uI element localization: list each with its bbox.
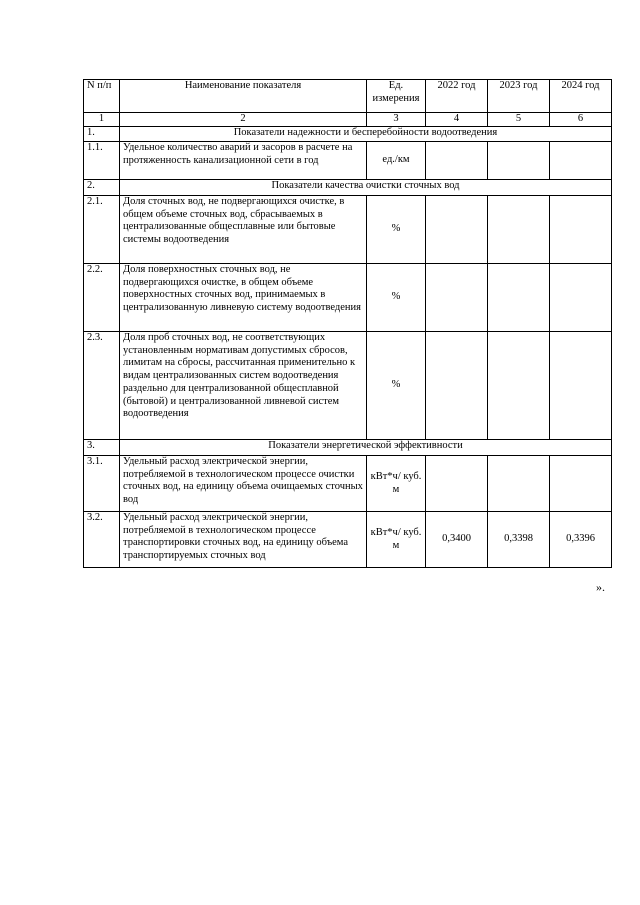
row-value-2023 (488, 332, 550, 440)
row-name: Доля поверхностных сточных вод, не подвергающихся очистке, в общем объеме поверхностных сточных вод, принимаемых в централизованную ливневую систему водоотведения (120, 264, 367, 332)
row-unit: ед./км (367, 142, 426, 180)
column-number: 6 (550, 113, 612, 127)
row-value-2022 (426, 332, 488, 440)
row-name: Доля проб сточных вод, не соответствующих установленным нормативам допустимых сбросов, лимитам на сбросы, рассчитанная применительно к видам централизованных систем водоотведения раздельно для централизованной общесплавной (бытовой) и централизованной ливневой систем водоотведения (120, 332, 367, 440)
row-unit: % (367, 196, 426, 264)
table-row (84, 264, 612, 332)
row-value-2022: 0,3400 (426, 512, 488, 568)
row-name: Удельный расход электрической энергии, потребляемой в технологическом процессе транспортировки сточных вод, на единицу объема транспортируемых сточных вод (120, 512, 367, 568)
row-value-2024: 0,3396 (550, 512, 612, 568)
row-unit: кВт*ч/ куб. м (367, 512, 426, 568)
row-value-2022 (426, 196, 488, 264)
row-num: 1.1. (84, 142, 120, 180)
header-2022: 2022 год (426, 80, 488, 113)
row-value-2022 (426, 456, 488, 512)
column-number-row (84, 113, 612, 127)
row-value-2024 (550, 264, 612, 332)
row-value-2024 (550, 332, 612, 440)
header-2023: 2023 год (488, 80, 550, 113)
row-value-2023: 0,3398 (488, 512, 550, 568)
row-value-2024 (550, 142, 612, 180)
header-unit: Ед. измерения (367, 80, 426, 113)
row-num: 2.3. (84, 332, 120, 440)
table-row (84, 456, 612, 512)
row-value-2023 (488, 264, 550, 332)
table-row (84, 196, 612, 264)
row-unit: % (367, 264, 426, 332)
header-row (84, 80, 612, 113)
header-2024: 2024 год (550, 80, 612, 113)
section-row (84, 127, 612, 142)
column-number: 2 (120, 113, 367, 127)
row-num: 2.1. (84, 196, 120, 264)
section-num: 2. (84, 180, 120, 196)
section-title: Показатели энергетической эффективности (120, 440, 612, 456)
row-value-2023 (488, 456, 550, 512)
section-num: 1. (84, 127, 120, 142)
row-unit: кВт*ч/ куб. м (367, 456, 426, 512)
row-name: Удельный расход электрической энергии, потребляемой в технологическом процессе очистки сточных вод, на единицу объема очищаемых сточных вод (120, 456, 367, 512)
section-row (84, 180, 612, 196)
row-value-2023 (488, 142, 550, 180)
table-row (84, 332, 612, 440)
column-number: 3 (367, 113, 426, 127)
row-value-2023 (488, 196, 550, 264)
header-num: N п/п (84, 80, 120, 113)
section-title: Показатели качества очистки сточных вод (120, 180, 612, 196)
row-name: Доля сточных вод, не подвергающихся очистке, в общем объеме сточных вод, сбрасываемых в централизованные общесплавные или бытовые системы водоотведения (120, 196, 367, 264)
row-value-2024 (550, 456, 612, 512)
header-name: Наименование показателя (120, 80, 367, 113)
row-value-2022 (426, 142, 488, 180)
section-title: Показатели надежности и бесперебойности водоотведения (120, 127, 612, 142)
column-number: 1 (84, 113, 120, 127)
row-num: 3.1. (84, 456, 120, 512)
table-row (84, 142, 612, 180)
row-num: 3.2. (84, 512, 120, 568)
row-name: Удельное количество аварий и засоров в расчете на протяженность канализационной сети в год (120, 142, 367, 180)
row-value-2022 (426, 264, 488, 332)
table-row (84, 512, 612, 568)
closing-quote: ». (596, 580, 605, 594)
row-num: 2.2. (84, 264, 120, 332)
row-unit: % (367, 332, 426, 440)
row-value-2024 (550, 196, 612, 264)
column-number: 4 (426, 113, 488, 127)
column-number: 5 (488, 113, 550, 127)
section-num: 3. (84, 440, 120, 456)
indicators-table (83, 79, 612, 568)
section-row (84, 440, 612, 456)
